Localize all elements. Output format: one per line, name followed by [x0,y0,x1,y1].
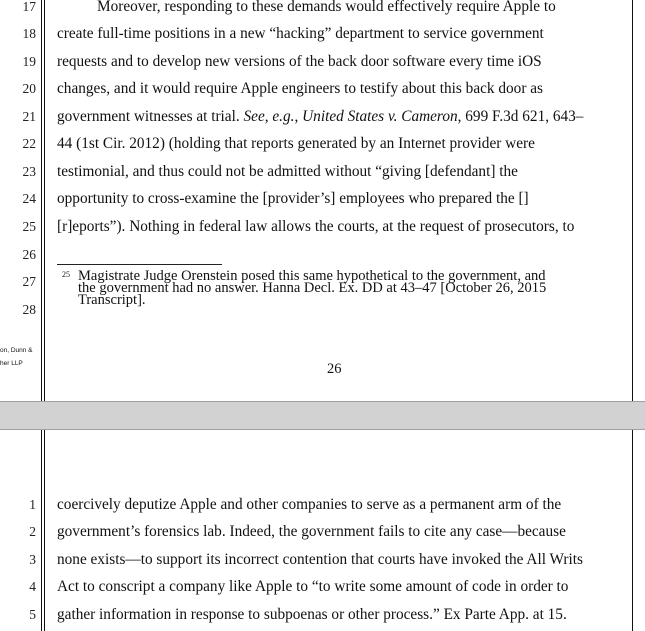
firm-name-line: her LLP [0,360,23,367]
line-number: 3 [29,552,36,567]
line-number: 19 [22,54,36,69]
page-separator [0,401,645,430]
left-margin-rule-inner [44,430,45,631]
text-segment: government witnesses at trial. [57,108,244,125]
line-number: 17 [22,0,36,14]
line-number: 18 [22,26,36,41]
body-text-line: changes, and it would require Apple engineers to testify about this back door as [57,80,543,97]
right-margin-rule [632,430,633,631]
line-number: 2 [29,524,36,539]
line-number: 23 [22,164,36,179]
footnote-mark: 25 [62,270,70,279]
left-margin-rule [41,0,42,401]
line-number: 20 [22,81,36,96]
line-number: 21 [22,109,36,124]
line-number: 27 [22,274,36,289]
body-text-line: opportunity to cross-examine the [provider’s] employees who prepared the [] [57,190,529,207]
line-number: 26 [22,247,36,262]
footnote-text-line: the government had no answer. Hanna Decl. Ex. DD at 43–47 [October 26, 2015 [78,280,547,296]
page-number: 26 [327,361,342,377]
body-text-line: Act to conscript a company like Apple to “to write some amount of code in order to [57,578,569,595]
footnote-rule [57,264,222,265]
body-text-line: [r]eports”). Nothing in federal law allows the courts, at the request of prosecutors, to [57,218,575,235]
body-text-line: coercively deputize Apple and other companies to serve as a permanent arm of the [57,496,562,513]
body-text-line: create full-time positions in a new “hacking” department to service government [57,25,544,42]
body-text-line: requests and to develop new versions of the back door software every time iOS [57,53,542,70]
line-number: 5 [29,607,36,622]
body-text-line: gather information in response to subpoenas or other process.” Ex Parte App. at 15. [57,606,567,623]
line-number: 28 [22,302,36,317]
line-number: 4 [29,579,36,594]
body-text-line: testimonial, and thus could not be admitted without “giving [defendant] the [57,163,518,180]
body-text-line [57,109,583,125]
body-text-line: 44 (1st Cir. 2012) (holding that reports generated by an Internet provider were [57,135,535,152]
line-number: 22 [22,136,36,151]
footnote-text-line: Magistrate Judge Orenstein posed this same hypothetical to the government, and [78,268,546,284]
document-page-27 [0,430,645,631]
left-margin-rule-inner [44,0,45,401]
footnote-text-line: Transcript]. [78,292,146,308]
text-segment: , [294,108,303,125]
citation-signal: See, e.g. [243,108,295,125]
text-segment: , 699 F.3d 621, 643– [457,108,584,125]
firm-name-line: on, Dunn & [0,347,33,354]
line-number: 24 [22,191,36,206]
line-number: 1 [29,497,36,512]
right-margin-rule [632,0,633,401]
line-number: 25 [22,219,36,234]
body-text-line: none exists—to support its incorrect contention that courts have invoked the All Writs [57,551,583,568]
body-text-line: government’s forensics lab. Indeed, the government fails to cite any case—because [57,523,566,540]
case-name: United States v. Cameron [302,108,458,125]
body-text-line: Moreover, responding to these demands would effectively require Apple to [97,0,556,15]
left-margin-rule [41,430,42,631]
